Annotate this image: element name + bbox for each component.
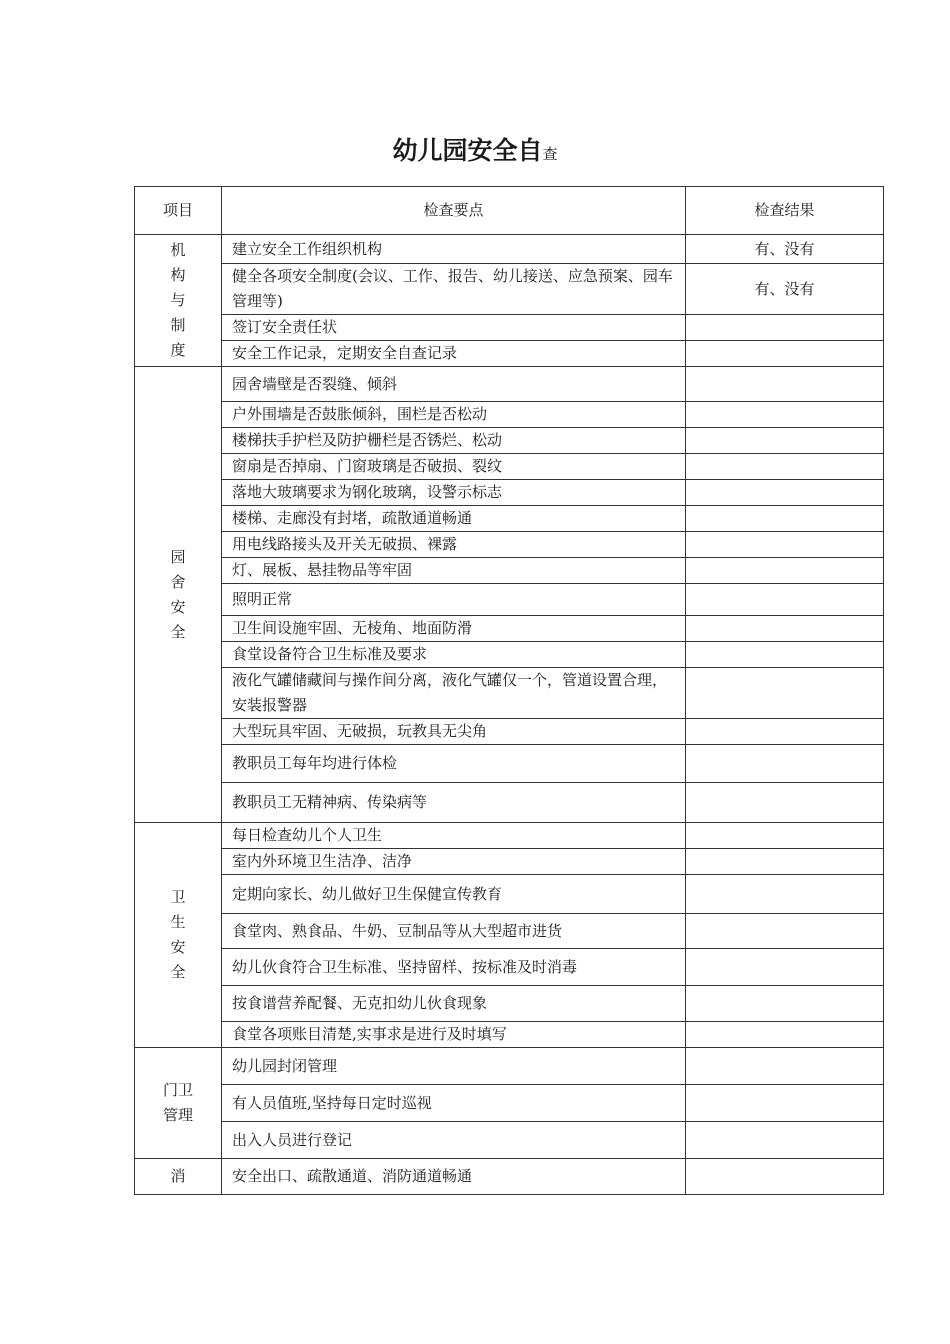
check-result <box>686 914 884 949</box>
check-result <box>686 1022 884 1048</box>
check-result: 有、没有 <box>686 264 884 315</box>
table-row <box>135 783 884 823</box>
check-result <box>686 986 884 1022</box>
check-point: 落地大玻璃要求为钢化玻璃，设警示标志 <box>222 480 686 506</box>
category-label: 门卫管理 <box>162 1081 193 1124</box>
check-result <box>686 506 884 532</box>
table-row <box>135 1048 884 1085</box>
header-item: 项目 <box>135 187 222 235</box>
check-point: 照明正常 <box>222 584 686 616</box>
table-row <box>135 341 884 367</box>
table-row <box>135 506 884 532</box>
check-result <box>686 428 884 454</box>
check-point: 建立安全工作组织机构 <box>222 235 686 264</box>
check-point: 园舍墙壁是否裂缝、倾斜 <box>222 367 686 402</box>
table-row <box>135 849 884 875</box>
check-point: 食堂设备符合卫生标准及要求 <box>222 642 686 668</box>
header-row <box>135 187 884 235</box>
check-point: 教职员工每年均进行体检 <box>222 745 686 783</box>
check-point: 液化气罐储藏间与操作间分离，液化气罐仅一个，管道设置合理，安装报警器 <box>222 668 686 719</box>
check-result <box>686 668 884 719</box>
title-main: 幼儿园安全自 <box>392 136 543 165</box>
check-result <box>686 454 884 480</box>
table-row <box>135 264 884 315</box>
category-label: 消 <box>170 1167 186 1185</box>
check-point: 灯、展板、悬挂物品等牢固 <box>222 558 686 584</box>
check-point: 有人员值班,坚持每日定时巡视 <box>222 1085 686 1122</box>
table-row <box>135 315 884 341</box>
table-row <box>135 745 884 783</box>
check-point: 楼梯扶手护栏及防护栅栏是否锈烂、松动 <box>222 428 686 454</box>
check-point: 签订安全责任状 <box>222 315 686 341</box>
table-row <box>135 480 884 506</box>
table-row <box>135 719 884 745</box>
check-result <box>686 719 884 745</box>
check-point: 安全工作记录，定期安全自查记录 <box>222 341 686 367</box>
check-point: 教职员工无精神病、传染病等 <box>222 783 686 823</box>
check-result <box>686 1085 884 1122</box>
table-row <box>135 949 884 986</box>
table-row <box>135 454 884 480</box>
check-result <box>686 402 884 428</box>
check-point: 大型玩具牢固、无破损，玩教具无尖角 <box>222 719 686 745</box>
table-row <box>135 823 884 849</box>
check-result <box>686 315 884 341</box>
check-result <box>686 783 884 823</box>
category-label: 卫生安全 <box>170 888 186 981</box>
table-row <box>135 668 884 719</box>
category-cell <box>135 235 222 367</box>
table-row <box>135 367 884 402</box>
check-point: 卫生间设施牢固、无棱角、地面防滑 <box>222 616 686 642</box>
table-row <box>135 875 884 914</box>
table-row <box>135 428 884 454</box>
check-point: 食堂肉、熟食品、牛奶、豆制品等从大型超市进货 <box>222 914 686 949</box>
check-result: 有、没有 <box>686 235 884 264</box>
category-cell <box>135 1159 222 1195</box>
check-result <box>686 745 884 783</box>
header-result: 检查结果 <box>686 187 884 235</box>
category-cell <box>135 1048 222 1159</box>
table-row <box>135 616 884 642</box>
table-body <box>135 235 884 1195</box>
check-result <box>686 1048 884 1085</box>
check-result <box>686 823 884 849</box>
check-result <box>686 1122 884 1159</box>
header-points: 检查要点 <box>222 187 686 235</box>
table-row <box>135 1159 884 1195</box>
check-result <box>686 616 884 642</box>
check-result <box>686 849 884 875</box>
check-point: 用电线路接头及开关无破损、裸露 <box>222 532 686 558</box>
check-result <box>686 642 884 668</box>
table-row <box>135 584 884 616</box>
check-point: 窗扇是否掉扇、门窗玻璃是否破损、裂纹 <box>222 454 686 480</box>
check-result <box>686 367 884 402</box>
check-point: 出入人员进行登记 <box>222 1122 686 1159</box>
category-label: 园舍安全 <box>170 547 186 641</box>
table-row <box>135 402 884 428</box>
check-result <box>686 584 884 616</box>
check-point: 楼梯、走廊没有封堵，疏散通道畅通 <box>222 506 686 532</box>
category-label: 机构与制度 <box>170 241 186 359</box>
check-point: 户外围墙是否鼓胀倾斜，围栏是否松动 <box>222 402 686 428</box>
check-result <box>686 875 884 914</box>
table-row <box>135 558 884 584</box>
check-point: 健全各项安全制度(会议、工作、报告、幼儿接送、应急预案、园车管理等) <box>222 264 686 315</box>
table-row <box>135 914 884 949</box>
check-result <box>686 480 884 506</box>
check-point: 室内外环境卫生洁净、洁净 <box>222 849 686 875</box>
category-cell <box>135 823 222 1048</box>
table-row <box>135 1022 884 1048</box>
category-cell <box>135 367 222 823</box>
table-row <box>135 1122 884 1159</box>
check-point: 食堂各项账目清楚,实事求是进行及时填写 <box>222 1022 686 1048</box>
check-result <box>686 949 884 986</box>
check-point: 幼儿伙食符合卫生标准、坚持留样、按标准及时消毒 <box>222 949 686 986</box>
title-suffix: 查 <box>542 145 558 163</box>
table-row <box>135 532 884 558</box>
table-row <box>135 986 884 1022</box>
check-point: 幼儿园封闭管理 <box>222 1048 686 1085</box>
document-title <box>0 134 950 171</box>
check-point: 按食谱营养配餐、无克扣幼儿伙食现象 <box>222 986 686 1022</box>
inspection-table <box>134 186 884 1195</box>
check-result <box>686 1159 884 1195</box>
table-row <box>135 235 884 264</box>
check-result <box>686 341 884 367</box>
check-point: 安全出口、疏散通道、消防通道畅通 <box>222 1159 686 1195</box>
check-result <box>686 558 884 584</box>
check-result <box>686 532 884 558</box>
check-point: 每日检查幼儿个人卫生 <box>222 823 686 849</box>
table-row <box>135 642 884 668</box>
check-point: 定期向家长、幼儿做好卫生保健宣传教育 <box>222 875 686 914</box>
table-row <box>135 1085 884 1122</box>
